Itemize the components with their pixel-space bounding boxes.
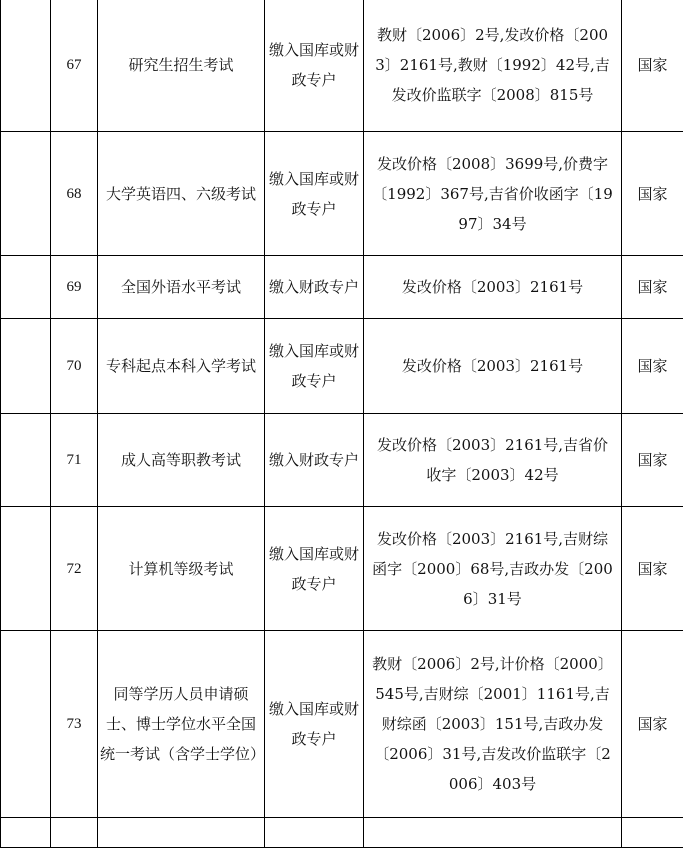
- row-number: 67: [51, 0, 98, 132]
- exam-name: 大学英语四、六级考试: [98, 132, 265, 256]
- row-number: 73: [51, 631, 98, 818]
- table-row: [1, 0, 683, 132]
- blank-cell: [51, 818, 98, 848]
- table-row: [1, 507, 683, 631]
- fund-method: 缴入财政专户: [265, 256, 364, 319]
- row-number: 72: [51, 507, 98, 631]
- table-row: [1, 319, 683, 414]
- exam-name: 计算机等级考试: [98, 507, 265, 631]
- fund-method: 缴入财政专户: [265, 414, 364, 507]
- policy-basis: 发改价格〔2003〕2161号,吉省价收字〔2003〕42号: [364, 414, 622, 507]
- table-row: [1, 631, 683, 818]
- blank-cell: [1, 0, 51, 132]
- blank-cell: [1, 414, 51, 507]
- row-number: 70: [51, 319, 98, 414]
- exam-name: 研究生招生考试: [98, 0, 265, 132]
- approval-level: 国家: [622, 414, 683, 507]
- exam-name: 成人高等职教考试: [98, 414, 265, 507]
- blank-cell: [1, 132, 51, 256]
- exam-name: 同等学历人员申请硕士、博士学位水平全国统一考试（含学士学位）: [98, 631, 265, 818]
- approval-level: 国家: [622, 631, 683, 818]
- approval-level: 国家: [622, 319, 683, 414]
- approval-level: 国家: [622, 0, 683, 132]
- row-number: 71: [51, 414, 98, 507]
- row-number: 69: [51, 256, 98, 319]
- exam-name: 专科起点本科入学考试: [98, 319, 265, 414]
- blank-cell: [364, 818, 622, 848]
- fund-method: 缴入国库或财政专户: [265, 319, 364, 414]
- blank-cell: [98, 818, 265, 848]
- fund-method: 缴入国库或财政专户: [265, 631, 364, 818]
- table-row: [1, 414, 683, 507]
- approval-level: 国家: [622, 132, 683, 256]
- blank-cell: [622, 818, 683, 848]
- row-number: 68: [51, 132, 98, 256]
- blank-cell: [1, 256, 51, 319]
- blank-cell: [265, 818, 364, 848]
- table-row-partial: [1, 818, 683, 848]
- policy-basis: 发改价格〔2003〕2161号: [364, 319, 622, 414]
- policy-basis: 发改价格〔2003〕2161号,吉财综函字〔2000〕68号,吉政办发〔2006〕31号: [364, 507, 622, 631]
- blank-cell: [1, 319, 51, 414]
- blank-cell: [1, 818, 51, 848]
- policy-basis: 教财〔2006〕2号,发改价格〔2003〕2161号,教财〔1992〕42号,吉发改价监联字〔2008〕815号: [364, 0, 622, 132]
- blank-cell: [1, 507, 51, 631]
- policy-basis: 教财〔2006〕2号,计价格〔2000〕545号,吉财综〔2001〕1161号,吉财综函〔2003〕151号,吉政办发〔2006〕31号,吉发改价监联字〔2006〕403号: [364, 631, 622, 818]
- approval-level: 国家: [622, 507, 683, 631]
- exam-name: 全国外语水平考试: [98, 256, 265, 319]
- fund-method: 缴入国库或财政专户: [265, 507, 364, 631]
- fund-method: 缴入国库或财政专户: [265, 132, 364, 256]
- approval-level: 国家: [622, 256, 683, 319]
- table-row: [1, 132, 683, 256]
- table-row: [1, 256, 683, 319]
- policy-basis: 发改价格〔2008〕3699号,价费字〔1992〕367号,吉省价收函字〔1997〕34号: [364, 132, 622, 256]
- blank-cell: [1, 631, 51, 818]
- policy-basis: 发改价格〔2003〕2161号: [364, 256, 622, 319]
- fund-method: 缴入国库或财政专户: [265, 0, 364, 132]
